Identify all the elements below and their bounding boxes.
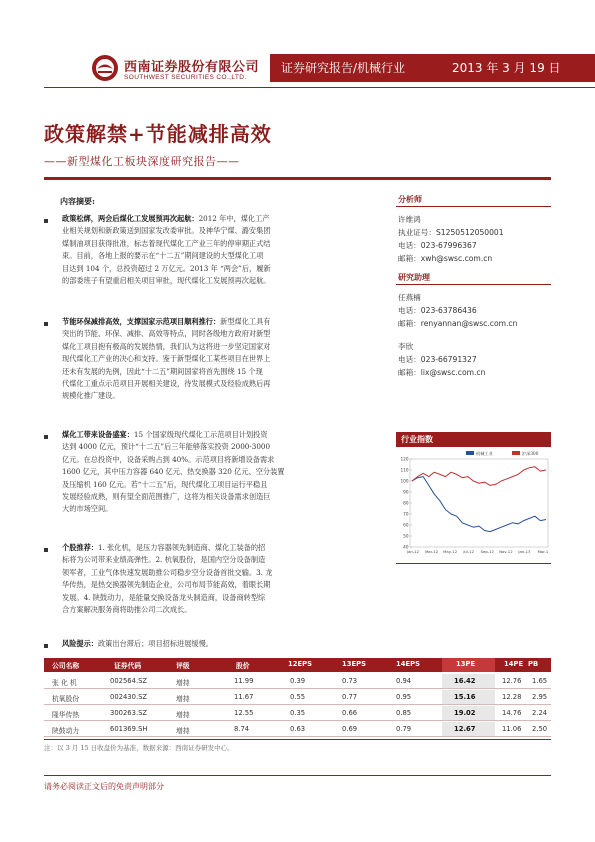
company-name-cell: 隆华传热 bbox=[52, 711, 80, 719]
title-divider bbox=[44, 177, 551, 180]
paragraph-line: 2012 年中，煤化工产 bbox=[198, 214, 270, 223]
analyst-heading: 分析师 bbox=[398, 194, 422, 204]
y-tick-label: 100 bbox=[400, 478, 409, 484]
price-cell: 11.99 bbox=[234, 677, 254, 685]
header-divider bbox=[44, 87, 595, 88]
assistant-name: 任燕楠 bbox=[398, 293, 421, 302]
paragraph-line: 亿元。在总投资中，设备采购占到 40%。示范项目将新增设备需求 bbox=[62, 454, 275, 464]
paragraph-line: 发展。4. 陕鼓动力，是能量交换设备龙头制造商，设备商转型综 bbox=[62, 592, 266, 602]
paragraph-line: 合方案解决服务商将助推公司二次成长。 bbox=[62, 605, 192, 615]
company-logo-icon bbox=[91, 54, 119, 82]
code-cell: 002564.SZ bbox=[110, 677, 148, 685]
risk-paragraph bbox=[62, 638, 352, 650]
bullet-icon bbox=[44, 322, 48, 326]
legend-swatch bbox=[466, 451, 474, 455]
table-note: 注：以 3 月 15 日收盘价为基准，数据来源：西南证券研发中心。 bbox=[44, 744, 234, 752]
assistant-email[interactable]: 邮箱：renyannan@swsc.com.cn bbox=[398, 319, 518, 328]
x-tick-label: Nov-12 bbox=[499, 549, 513, 554]
report-date: 2013 年 3 月 19 日 bbox=[452, 61, 561, 75]
eps13-cell: 0.77 bbox=[342, 693, 358, 701]
rating-cell: 增持 bbox=[176, 711, 190, 719]
pe14-cell: 12.76 bbox=[502, 677, 522, 685]
analyst-phone: 电话：023-67996367 bbox=[398, 241, 477, 250]
paragraph-lead: 个股推荐： bbox=[62, 543, 98, 552]
y-tick-label: 80 bbox=[403, 500, 409, 506]
assistant-email[interactable]: 邮箱：lix@swsc.com.cn bbox=[398, 368, 486, 377]
x-tick-label: Sep-12 bbox=[480, 549, 494, 554]
x-tick-label: Jan-13 bbox=[518, 549, 531, 554]
paragraph-line: 15 个国家级现代煤化工示范项目计划投资 bbox=[133, 430, 268, 439]
summary-heading: 内容摘要: bbox=[60, 196, 95, 206]
x-tick-label: Mar-12 bbox=[425, 549, 439, 554]
analyst-name: 许维鸿 bbox=[398, 215, 421, 224]
code-cell: 300263.SZ bbox=[110, 709, 148, 717]
paragraph-line: 目达到 104 个，总投资超过 2 万亿元。2013 年 “两会”后，履新 bbox=[62, 263, 271, 273]
paragraph-line: 1. 张化机，是压力容器领先制造商、煤化工装备的招 bbox=[97, 543, 266, 552]
paragraph-lead: 风险提示： bbox=[62, 639, 98, 648]
footer-divider bbox=[44, 775, 551, 776]
eps12-cell: 0.39 bbox=[290, 677, 306, 685]
assistant-phone: 电话：023-63786436 bbox=[398, 306, 477, 315]
table-bottom-divider bbox=[44, 739, 551, 740]
rating-cell: 增持 bbox=[176, 727, 190, 735]
summary-paragraph bbox=[62, 316, 352, 403]
paragraph-line: 新型煤化工具有 bbox=[220, 317, 271, 326]
price-cell: 11.67 bbox=[234, 693, 254, 701]
price-cell: 8.74 bbox=[234, 725, 250, 733]
x-tick-label: Jan-12 bbox=[406, 549, 420, 554]
y-tick-label: 60 bbox=[403, 522, 409, 528]
eps14-cell: 0.79 bbox=[396, 725, 412, 733]
paragraph-line: 领军者，工业气体快速发展助推公司稳步空分设备首批交输。3. 龙 bbox=[62, 567, 273, 577]
pe13-cell: 19.02 bbox=[454, 709, 476, 717]
pb-cell: 2.24 bbox=[532, 709, 548, 717]
x-tick-label: Jul-12 bbox=[463, 549, 475, 554]
pe13-cell: 16.42 bbox=[454, 677, 476, 685]
eps12-cell: 0.63 bbox=[290, 725, 306, 733]
paragraph-line: 现代煤化工产业的决心和支持。鉴于新型煤化工某些项目在世界上 bbox=[62, 354, 271, 364]
disclaimer-footer: 请务必阅读正文后的免责声明部分 bbox=[44, 782, 164, 791]
report-header bbox=[0, 0, 595, 104]
code-cell: 002430.SZ bbox=[110, 693, 148, 701]
table-header-cell: 评级 bbox=[176, 662, 190, 670]
summary-paragraph bbox=[62, 542, 352, 616]
paragraph-line: 代煤化工重点示范项目开展相关建设，待发展模式及经验成熟后再 bbox=[62, 379, 271, 389]
eps13-cell: 0.66 bbox=[342, 709, 358, 717]
table-header-cell: 股价 bbox=[236, 662, 250, 670]
paragraph-line: 规模化推广建设。 bbox=[62, 391, 120, 401]
pe14-cell: 11.06 bbox=[502, 725, 522, 733]
pe14-cell: 12.28 bbox=[502, 693, 522, 701]
code-cell: 601369.SH bbox=[110, 725, 148, 733]
paragraph-line: 业相关规划和新政策送到国家发改委审批。及神华宁煤、潞安集团 bbox=[62, 226, 271, 236]
legend-label: 机械工业 bbox=[476, 450, 493, 456]
paragraph-line: 达到 4000 亿元，预计“十二五”后三年能够落实投资 2000-3000 bbox=[62, 442, 271, 452]
y-tick-label: 50 bbox=[403, 533, 409, 539]
paragraph-lead: 政策松绑，两会后煤化工发展预再次起航： bbox=[62, 214, 199, 223]
rating-cell: 增持 bbox=[176, 679, 190, 687]
eps13-cell: 0.69 bbox=[342, 725, 358, 733]
plot-frame bbox=[410, 459, 548, 547]
chart-bottom-divider bbox=[396, 563, 551, 564]
assistant-heading: 研究助理 bbox=[398, 272, 430, 282]
y-tick-label: 70 bbox=[403, 511, 409, 517]
company-name-en: SOUTHWEST SECURITIES CO.,LTD. bbox=[124, 74, 247, 81]
y-tick-label: 120 bbox=[400, 456, 409, 462]
eps14-cell: 0.95 bbox=[396, 693, 412, 701]
bullet-icon bbox=[44, 548, 48, 552]
table-header-cell: 公司名称 bbox=[52, 662, 80, 670]
table-header-cell: PB bbox=[528, 660, 539, 668]
table-header-cell: 证券代码 bbox=[114, 662, 142, 670]
eps12-cell: 0.35 bbox=[290, 709, 306, 717]
series-line bbox=[412, 477, 546, 532]
sidebar-divider bbox=[396, 206, 551, 207]
pb-cell: 1.65 bbox=[532, 677, 548, 685]
report-category: 证券研究报告/机械行业 bbox=[281, 61, 406, 75]
company-name-cell: 张 化 机 bbox=[52, 679, 77, 687]
report-title: 政策解禁+节能减排高效 bbox=[44, 122, 272, 146]
legend-label: 沪深300 bbox=[522, 450, 539, 456]
paragraph-line: 政策出台滞后；项目招标进展缓慢。 bbox=[97, 639, 213, 648]
table-header-cell: 14EPS bbox=[396, 660, 420, 668]
assistant-name: 李欣 bbox=[398, 342, 414, 351]
legend-swatch bbox=[512, 451, 520, 455]
paragraph-line: 的部委班子有望重启相关项目审批，现代煤化工发展预再次起航。 bbox=[62, 276, 271, 286]
series-line bbox=[412, 467, 546, 486]
paragraph-line: 标将为公司带来业绩高弹性。2. 杭氧股份，是国内空分设备制造 bbox=[62, 555, 266, 565]
analyst-email[interactable]: 邮箱：xwh@swsc.com.cn bbox=[398, 254, 493, 263]
x-tick-label: May-12 bbox=[443, 549, 458, 554]
table-row bbox=[44, 673, 551, 689]
eps14-cell: 0.85 bbox=[396, 709, 412, 717]
paragraph-line: 华传热，是热交换器领先制造企业，公司布局节能高效，着眼长期 bbox=[62, 580, 271, 590]
paragraph-line: 及压缩机 160 亿元。若“十二五”后，现代煤化工项目运行平稳且 bbox=[62, 479, 268, 489]
table-header-cell: 13PE bbox=[456, 660, 476, 668]
table-header-cell: 13EPS bbox=[342, 660, 366, 668]
paragraph-line: 煤化工项目抱有极高的发展热情，我们认为这将进一步坚定国家对 bbox=[62, 341, 271, 351]
pb-cell: 2.50 bbox=[532, 725, 548, 733]
rating-cell: 增持 bbox=[176, 695, 190, 703]
pe13-cell: 12.67 bbox=[454, 725, 476, 733]
paragraph-line: 煤制油项目获得批准，标志着现代煤化工产业三年的停审期正式结 bbox=[62, 238, 271, 248]
eps14-cell: 0.94 bbox=[396, 677, 412, 685]
paragraph-line: 突出的节能、环保、减排、高效等特点，同时各级地方政府对新型 bbox=[62, 329, 271, 339]
summary-paragraph bbox=[62, 213, 352, 287]
paragraph-line: 束。目前，各地上报的要示在“十二五”期间建设的大型煤化工项 bbox=[62, 251, 264, 261]
table-header-cell: 12EPS bbox=[288, 660, 312, 668]
y-tick-label: 40 bbox=[403, 544, 409, 550]
bullet-icon bbox=[44, 644, 48, 648]
table-header-cell: 14PE bbox=[504, 660, 524, 668]
eps12-cell: 0.55 bbox=[290, 693, 306, 701]
paragraph-line: 发展经验成熟，则有望全面范围推广，这将为相关设备需求创造巨 bbox=[62, 492, 271, 502]
pe13-cell: 15.16 bbox=[454, 693, 476, 701]
company-name-cell: 杭氧股份 bbox=[52, 695, 80, 703]
table-row bbox=[44, 705, 551, 721]
paragraph-lead: 节能环保减排高效，支撑国家示范项目顺利推行： bbox=[62, 317, 221, 326]
pb-cell: 2.95 bbox=[532, 693, 548, 701]
company-name-cell: 陕鼓动力 bbox=[52, 727, 80, 735]
eps13-cell: 0.73 bbox=[342, 677, 358, 685]
bullet-icon bbox=[44, 435, 48, 439]
sidebar-divider bbox=[396, 284, 551, 285]
paragraph-line: 还未有发展的先例，因此“十二五”期间国家将首先围绕 15 个现 bbox=[62, 366, 263, 376]
pe14-cell: 14.76 bbox=[502, 709, 522, 717]
y-tick-label: 90 bbox=[403, 489, 409, 495]
assistant-phone: 电话：023-66791327 bbox=[398, 355, 477, 364]
y-tick-label: 110 bbox=[400, 467, 409, 473]
paragraph-line: 1600 亿元，其中压力容器 640 亿元、热交换器 320 亿元、空分装置 bbox=[62, 467, 285, 477]
paragraph-line: 大的市场空间。 bbox=[62, 504, 113, 514]
analyst-cert: 执业证号：S1250512050001 bbox=[398, 228, 504, 237]
index-title: 行业指数 bbox=[401, 434, 433, 444]
industry-index-chart bbox=[396, 449, 551, 562]
bullet-icon bbox=[44, 219, 48, 223]
x-tick-label: Mar-1 bbox=[537, 549, 549, 554]
price-cell: 12.55 bbox=[234, 709, 254, 717]
paragraph-lead: 煤化工带来设备盛宴： bbox=[62, 430, 134, 439]
table-row bbox=[44, 721, 551, 737]
table-row bbox=[44, 689, 551, 705]
report-subtitle: ——新型煤化工板块深度研究报告—— bbox=[44, 155, 240, 168]
summary-paragraph bbox=[62, 429, 352, 516]
company-name-cn: 西南证券股份有限公司 bbox=[124, 60, 260, 75]
